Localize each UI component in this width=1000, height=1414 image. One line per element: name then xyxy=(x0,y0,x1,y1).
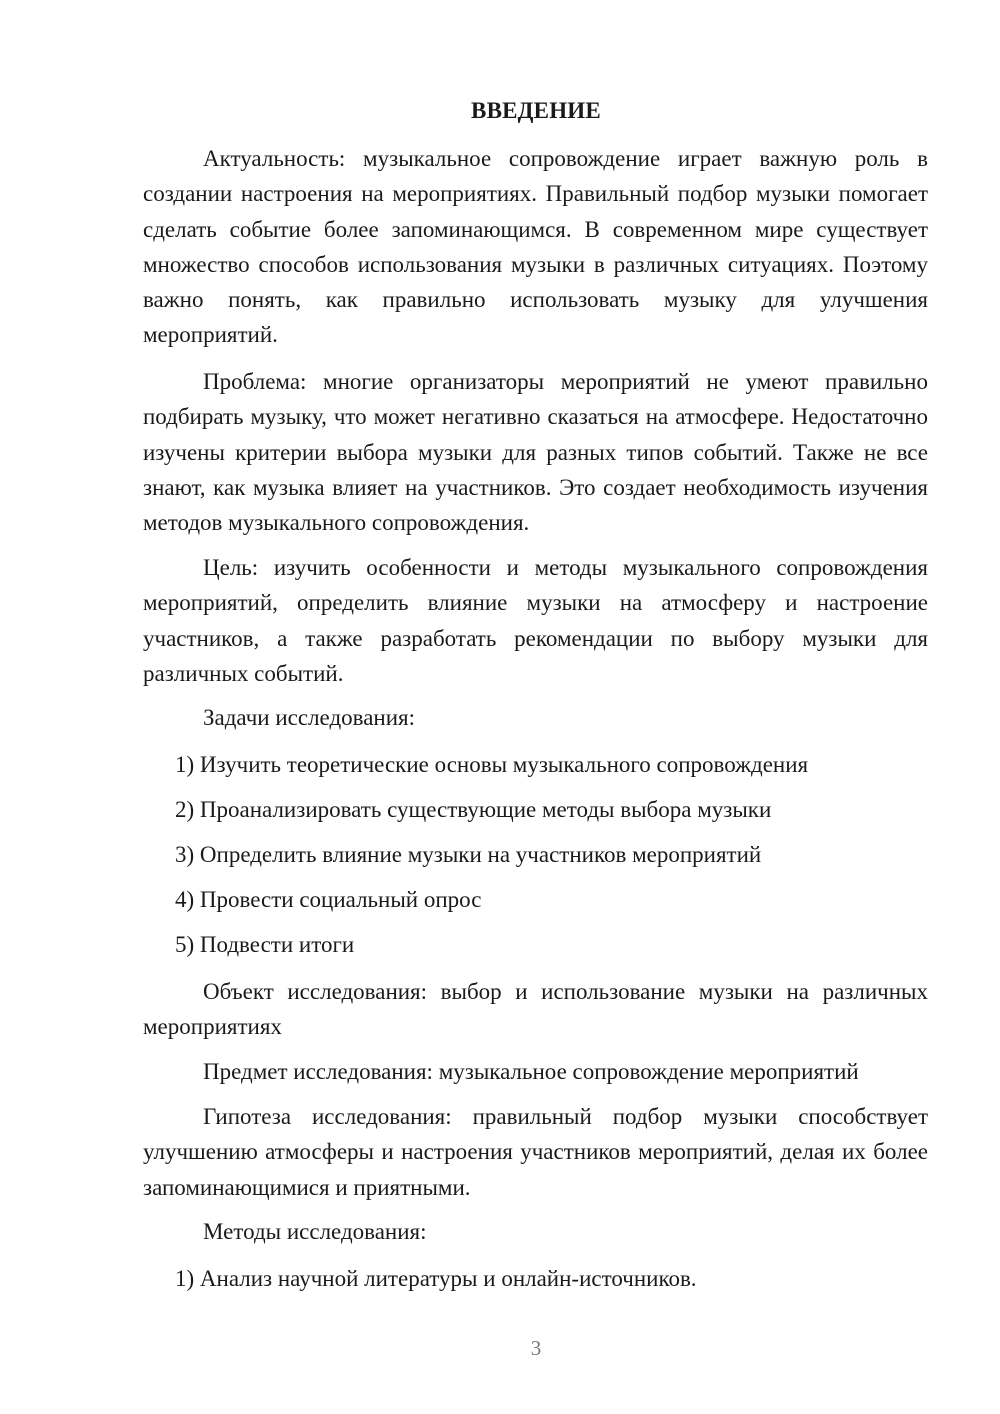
task-item-4: 4) Провести социальный опрос xyxy=(175,887,482,912)
goal-paragraph: Цель: изучить особенности и методы музыкального сопровождения мероприятий, определить влияние музыки на атмосферу и настроение участников, а также разработать рекомендации по выбору музыки для различных событий. xyxy=(143,555,928,686)
methods-title: Методы исследования: xyxy=(203,1219,427,1244)
hypothesis-paragraph: Гипотеза исследования: правильный подбор музыки способствует улучшению атмосферы и настроения участников мероприятий, делая их более запоминающимися и приятными. xyxy=(143,1104,928,1200)
method-item-1: 1) Анализ научной литературы и онлайн-источников. xyxy=(175,1266,697,1291)
task-item-2: 2) Проанализировать существующие методы выбора музыки xyxy=(175,797,772,822)
page-number: 3 xyxy=(530,1336,542,1360)
subject-line: Предмет исследования: музыкальное сопровождение мероприятий xyxy=(203,1059,859,1084)
relevance-paragraph: Актуальность: музыкальное сопровождение играет важную роль в создании настроения на мероприятиях. Правильный подбор музыки помогает сделать событие более запоминающимся. В современном мире существует множество способов использования музыки в различных ситуациях. Поэтому важно понять, как правильно использовать музыку для улучшения мероприятий. xyxy=(143,146,928,348)
task-item-1: 1) Изучить теоретические основы музыкального сопровождения xyxy=(175,752,809,777)
tasks-title: Задачи исследования: xyxy=(203,705,416,730)
problem-paragraph: Проблема: многие организаторы мероприятий не умеют правильно подбирать музыку, что может негативно сказаться на атмосфере. Недостаточно изучены критерии выбора музыки для разных типов событий. Также не все знают, как музыка влияет на участников. Это создает необходимость изучения методов музыкального сопровождения. xyxy=(143,369,928,536)
object-paragraph: Объект исследования: выбор и использование музыки на различных мероприятиях xyxy=(143,979,928,1040)
task-item-5: 5) Подвести итоги xyxy=(175,932,355,957)
task-item-3: 3) Определить влияние музыки на участников мероприятий xyxy=(175,842,762,867)
section-heading: ВВЕДЕНИЕ xyxy=(471,98,601,123)
